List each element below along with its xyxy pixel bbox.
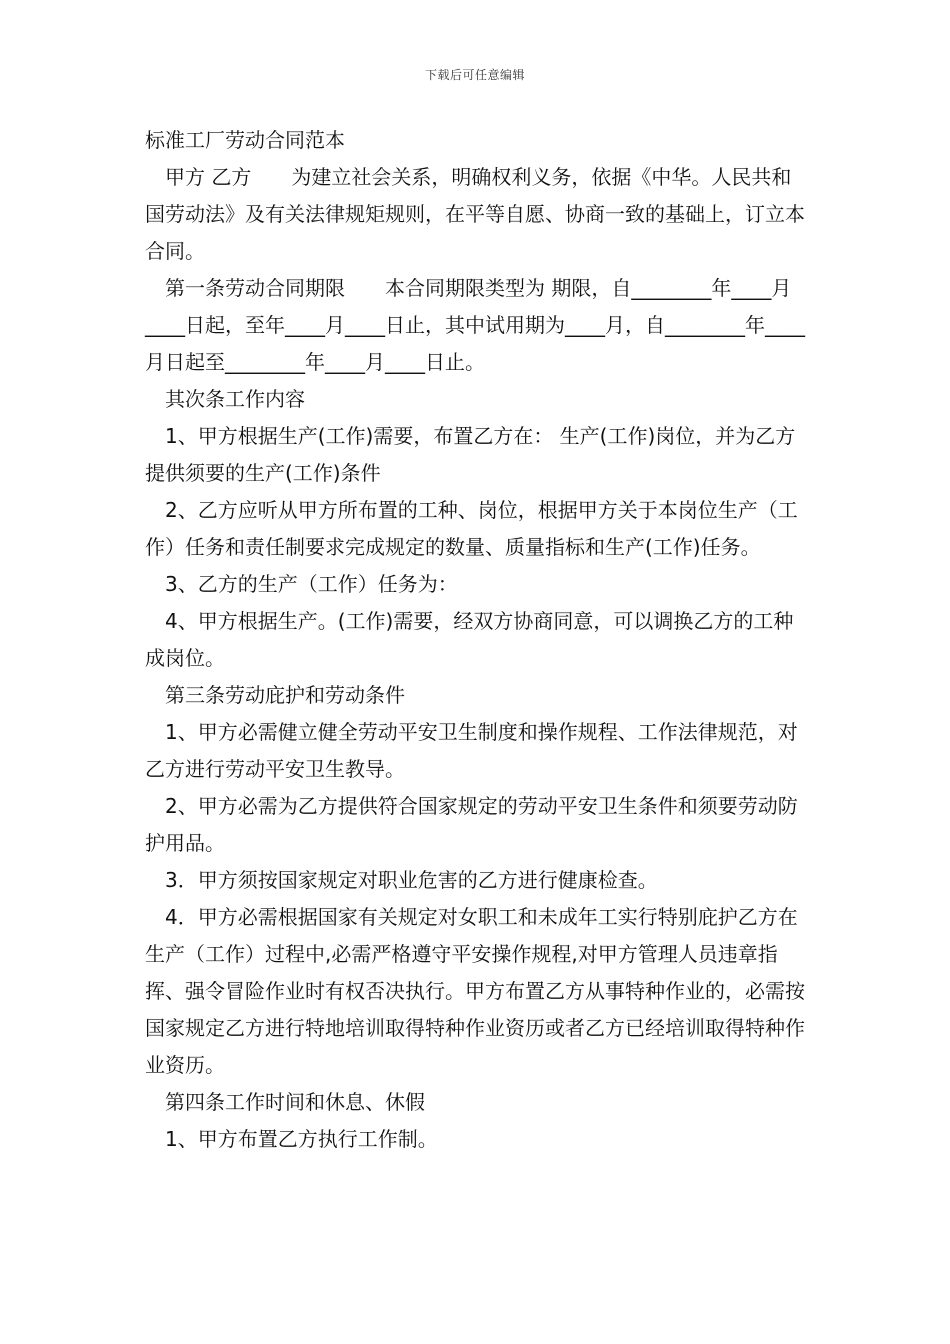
paragraph-article-4-item-1: 1、甲方布置乙方执行工作制。: [165, 1127, 438, 1151]
document-title: 标准工厂劳动合同范本: [145, 128, 345, 152]
heading-article-4: 第四条工作时间和休息、休假: [165, 1090, 425, 1114]
paragraph-article-2-item-3: 3、乙方的生产（工作）任务为：: [165, 572, 458, 596]
paragraph-article-3-item-2: 2、甲方必需为乙方提供符合国家规定的劳动平安卫生条件和须要劳动防护用品。: [145, 794, 798, 855]
paragraph-intro: 甲方 乙方 为建立社会关系，明确权利义务，依据《中华。人民共和国劳动法》及有关法律规矩规则，在平等自愿、协商一致的基础上，订立本合同。: [145, 165, 805, 263]
paragraph-article-2-item-4: 4、甲方根据生产。(工作)需要，经双方协商同意，可以调换乙方的工种成岗位。: [145, 609, 794, 670]
paragraph-article-1-term: 第一条劳动合同期限 本合同期限类型为 期限，自________年____月____日起，至年____月____日止，其中试用期为____月，自________年____月日起至________年____月____日止。: [145, 276, 805, 374]
paragraph-article-3-item-1: 1、甲方必需健立健全劳动平安卫生制度和操作规程、工作法律规范，对乙方进行劳动平安卫生教导。: [145, 720, 798, 781]
paragraph-article-2-item-1: 1、甲方根据生产(工作)需要，布置乙方在： 生产(工作)岗位，并为乙方提供须要的生产(工作)条件: [145, 424, 796, 485]
document-body: [145, 122, 811, 1158]
paragraph-article-2-item-2: 2、乙方应听从甲方所布置的工种、岗位，根据甲方关于本岗位生产（工作）任务和责任制要求完成规定的数量、质量指标和生产(工作)任务。: [145, 498, 798, 559]
heading-article-3: 第三条劳动庇护和劳动条件: [165, 683, 405, 707]
header-note: 下载后可任意编辑: [424, 68, 525, 82]
paragraph-article-3-item-4: 4．甲方必需根据国家有关规定对女职工和未成年工实行特别庇护乙方在生产（工作）过程中,必需严格遵守平安操作规程,对甲方管理人员违章指挥、强令冒险作业时有权否决执行。甲方布置乙方从事特种作业的，必需按国家规定乙方进行特地培训取得特种作业资历或者乙方已经培训取得特种作业资历。: [145, 905, 805, 1077]
paragraph-article-3-item-3: 3．甲方须按国家规定对职业危害的乙方进行健康检查。: [165, 868, 658, 892]
heading-article-2: 其次条工作内容: [165, 387, 305, 411]
